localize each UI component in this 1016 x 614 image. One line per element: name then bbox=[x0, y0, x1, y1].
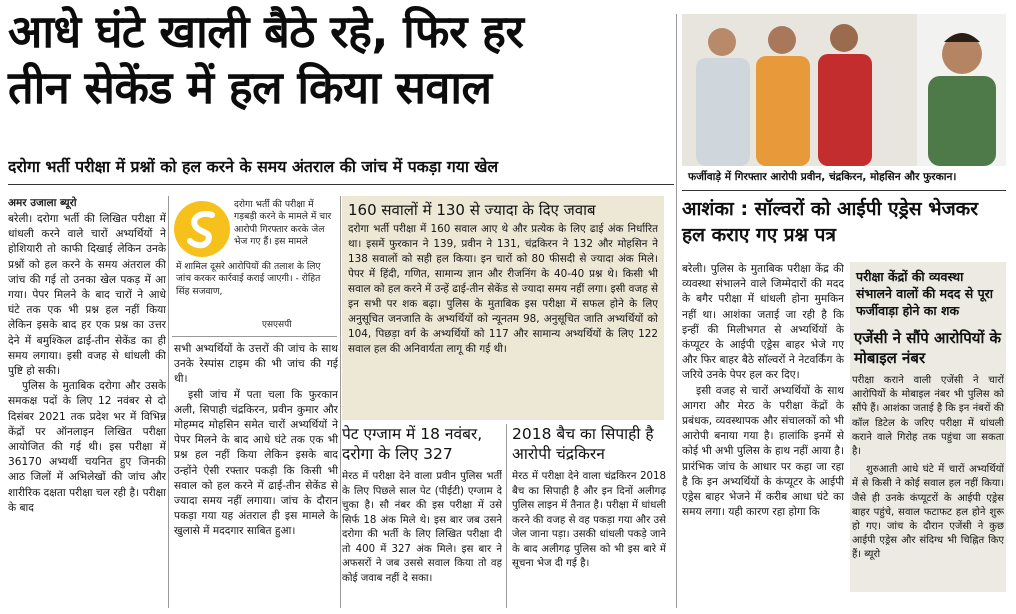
divider bbox=[172, 336, 337, 337]
byline: अमर उजाला ब्यूरो bbox=[8, 197, 77, 209]
divider bbox=[682, 190, 1006, 191]
column-divider bbox=[340, 196, 341, 608]
col2-paragraph-1: सभी अभ्यर्थियों के उत्तरों की जांच के साथ उनके रेस्पांस टाइम की भी जांच की गई थी। bbox=[174, 343, 338, 386]
headline bbox=[8, 4, 678, 116]
agency-title: एजेंसी ने सौंपे आरोपियों के मोबाइल नंबर bbox=[854, 329, 1002, 367]
divider bbox=[8, 184, 674, 185]
column-divider bbox=[168, 196, 169, 608]
agency-paragraph-2: शुरुआती आधे घंटे में चारों अभ्यर्थियों में से किसी ने कोई सवाल हल नहीं किया। जैसे ही उनके कंप्यूटरों के आईपी एड्रेस बाहर पहुंचे, सवाल फटाफट हल होने शुरू हो गए। जांच के दौरान एजेंसी ने कुछ आईपी एड्रेस और संदिग्ध भी चिह्नित किए हैं। ब्यूरो bbox=[852, 464, 1004, 561]
quote-box bbox=[172, 197, 337, 332]
col1-paragraph-2: पुलिस के मुताबिक दरोगा और उसके समकक्ष पदों के लिए 12 नवंबर से दो दिसंबर 2021 तक प्रदेश भर में विभिन्न केंद्रों पर ऑनलाइन लिखित परीक्षा आयोजित की गई थी। इस परीक्षा में 36170 अभ्यर्थी चयनित हुए जिनकी आठ जिलों में अभिलेखों की जांच और शारीरिक दक्षता परीक्षा चल रही है। परीक्षा के बाद bbox=[8, 380, 166, 514]
ashanka-paragraph-1: बरेली। पुलिस के मुताबिक परीक्षा केंद्र की व्यवस्था संभालने वाले जिम्मेदारों की मदद के बगैर परीक्षा में धांधली होना मुमकिन नहीं था। आशंका जताई जा रही है कि इन्हीं की मिलीभगत से अभ्यर्थियों के कंप्यूटर के आईपी एड्रेस बाहर भेजे गए और फिर बाहर बैठे सॉल्वरों ने नेटवर्किंग के जरिये उनके पेपर हल कर दिए। bbox=[682, 263, 844, 382]
quote-text-2: में शामिल दूसरे आरोपियों की तलाश के लिए जांच करकर कार्रवाई कराई जाएगी। - रोहित सिंह सजवाण, bbox=[176, 261, 321, 297]
photo-caption: फर्जीवाड़े में गिरफ्तार आरोपी प्रवीन, चंद्रकिरन, मोहसिन और फुरकान। bbox=[682, 166, 1006, 188]
agency-column bbox=[852, 374, 1004, 608]
info-box-text: दरोगा भर्ती परीक्षा में 160 सवाल आए थे और प्रत्येक के लिए ढाई अंक निर्धारित था। इसमें फुरकान ने 139, प्रवीन ने 131, चंद्रकिरन ने 132 और मोहसिन ने 138 सवालों को सही हल किया। इन चारों को 80 फीसदी से ज्यादा अंक मिले। पेपर में हिंदी, गणित, सामान्य ज्ञान और रीजनिंग के 40-40 प्रश्न थे। किसी भी सवाल को हल करने में उन्हें ढाई-तीन सेकेंड से ज्यादा समय नहीं लगा। इसी वजह से इन सभी पर शक बढ़ा। पुलिस के मुताबिक इस परीक्षा में सफल होने के लिए अनुसूचित जनजाति के अभ्यर्थियों को न्यूनतम 98, अनुसूचित जाति अभ्यर्थियों को 104, पिछड़ा वर्ग के अभ्यर्थियों को 117 और सामान्य अभ्यर्थियों के लिए 122 सवाल हल की अनिवार्यता लागू की गई थी। bbox=[348, 223, 658, 355]
column-divider bbox=[506, 424, 507, 608]
article-column-1 bbox=[8, 212, 166, 610]
col2-paragraph-2: इसी जांच में पता चला कि फुरकान अली, सिपाही चंद्रकिरन, प्रवीन कुमार और मोहम्मद मोहसिन समेत चारों अभ्यर्थियों ने पेपर मिलने के बाद आधे घंटे तक एक भी प्रश्न हल नहीं किया लेकिन इसके बाद उन्होंने ऐसी रफ्तार पकड़ी कि किसी भी सवाल को हल करने में ढाई-तीन सेकेंड से ज्यादा समय नहीं लगाया। जांच के दौरान पकड़ा गया यह अंतराल ही इस मामले के खुलासे में मददगार साबित हुआ। bbox=[174, 388, 338, 538]
quote-role: एसएसपी bbox=[262, 320, 292, 330]
info-box-title: 160 सवालों में 130 से ज्यादा के दिए जवाब bbox=[348, 201, 596, 219]
accused-photo bbox=[682, 14, 1006, 166]
ashanka-paragraph-2: इसी वजह से चारों अभ्यर्थियों के साथ आगरा और मेरठ के परीक्षा केंद्रों के प्रबंधक, व्यवस्थापक और संचालकों को भी आरोपी बनाया गया है। हालांकि इनमें से कोई भी अभी पुलिस के हाथ नहीं आया है। प्रारंभिक जांच के आधार पर कहा जा रहा है कि इन अभ्यर्थियों के कंप्यूटर के आईपी एड्रेस बाहर भेजने में करीब आधा घंटे का समय लगा। यही कारण रहा होगा कि bbox=[682, 384, 844, 519]
col1-paragraph-1: बरेली। दरोगा भर्ती की लिखित परीक्षा में धांधली करने वाले चारों अभ्यर्थियों ने होशियारी तो काफी दिखाई लेकिन उनके प्रश्नों को हल करने के समय अंतराल की जांच की गई तो उनका खेल पकड़ में आ गया। पेपर मिलने के बाद चारों ने आधे घंटे तक एक भी प्रश्न हल नहीं किया लेकिन इसके बाद हर एक प्रश्न का उत्तर देने में बमुश्किल ढाई-तीन सेकेंड का ही समय लगाया। इसी वजह से धांधली की पुष्टि हो सकी। bbox=[8, 213, 166, 378]
subheadline: दरोगा भर्ती परीक्षा में प्रश्नों को हल करने के समय अंतराल की जांच में पकड़ा गया खेल bbox=[8, 157, 499, 176]
accused-persons-image bbox=[682, 14, 1006, 166]
amar-ujala-logo bbox=[174, 201, 230, 257]
info-box-160-questions bbox=[342, 196, 664, 420]
batch-2018-story bbox=[512, 424, 666, 610]
quote-text-1: दरोगा भर्ती की परीक्षा में गड़बड़ी करने के मामले में चार आरोपी गिरफ्तार करके जेल भेज गए हैं। इस मामले bbox=[234, 199, 332, 247]
headline-line-1: आधे घंटे खाली बैठे रहे, फिर हर bbox=[8, 5, 524, 58]
ashanka-story bbox=[682, 196, 1006, 248]
batch-2018-text: मेरठ में परीक्षा देने वाला चंद्रकिरन 2018 बैच का सिपाही है और इन दिनों अलीगढ़ पुलिस लाइन में तैनात है। परीक्षा में धांधली करने की वजह से वह पकड़ा गया और उसे जेल जाना पड़ा। उसकी धांधली पकड़े जाने के बाद अलीगढ़ पुलिस को भी इस बारे में सूचना भेज दी गई है। bbox=[512, 471, 666, 569]
ashanka-column bbox=[682, 262, 844, 608]
pet-text: मेरठ में परीक्षा देने वाला प्रवीन पुलिस भर्ती के लिए पिछले साल पेट (पीईटी) एग्जाम दे चुका है। सौ नंबर की इस परीक्षा में उसे सिर्फ 18 अंक मिले थे। इस बार जब उसने दरोगा की भर्ती के लिए लिखित परीक्षा दी तो 400 में 327 अंक मिले। इस बार ने अफसरों ने जब उससे सवाल किया तो वह कोई जवाब नहीं दे सका। bbox=[342, 471, 502, 584]
pet-title: पेट एग्जाम में 18 नवंबर, दरोगा के लिए 327 bbox=[342, 425, 483, 463]
pet-story bbox=[342, 424, 502, 610]
agency-paragraph-1: परीक्षा कराने वाली एजेंसी ने चारों आरोपियों के मोबाइल नंबर भी पुलिस को सौंपे हैं। आशंका जताई है कि इन नंबरों की कॉल डिटेल के जरिए परीक्षा में धांधली कराने वाले गिरोह तक पहुंचा जा सकता है। bbox=[852, 375, 1004, 458]
article-column-2 bbox=[174, 342, 338, 610]
headline-line-2: तीन सेकेंड में हल किया सवाल bbox=[8, 61, 492, 114]
logo-swirl-icon bbox=[174, 201, 230, 257]
column-divider bbox=[676, 14, 677, 608]
batch-2018-title: 2018 बैच का सिपाही है आरोपी चंद्रकिरन bbox=[512, 425, 654, 463]
sidebar-title: परीक्षा केंद्रों की व्यवस्था संभालने वालों की मदद से पूरा फर्जीवाड़ा होने का शक bbox=[856, 269, 994, 318]
ashanka-title: आशंका : सॉल्वरों को आईपी एड्रेस भेजकर हल कराए गए प्रश्न पत्र bbox=[682, 198, 979, 246]
